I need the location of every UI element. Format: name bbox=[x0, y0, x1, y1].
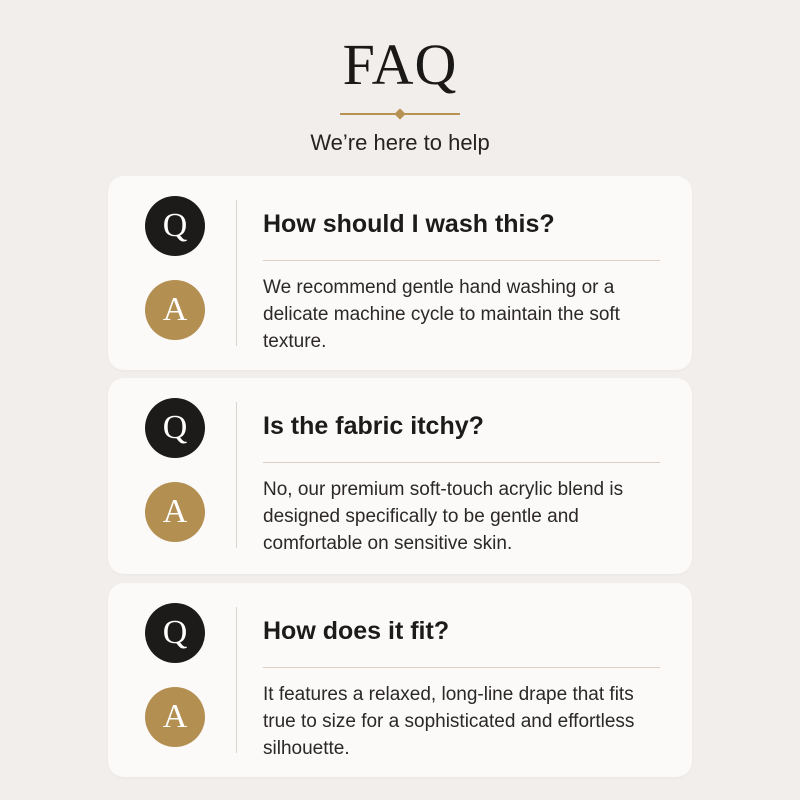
faq-card bbox=[108, 378, 692, 574]
answer-badge-icon: A bbox=[145, 280, 205, 340]
answer-badge-icon: A bbox=[145, 482, 205, 542]
faq-question: Is the fabric itchy? bbox=[263, 412, 484, 440]
faq-question: How does it fit? bbox=[263, 617, 450, 645]
page-subtitle: We’re here to help bbox=[310, 130, 490, 155]
answer-badge-icon: A bbox=[145, 687, 205, 747]
vertical-divider bbox=[236, 607, 237, 753]
question-divider bbox=[263, 462, 660, 463]
faq-header bbox=[0, 0, 800, 176]
question-badge-icon: Q bbox=[145, 398, 205, 458]
divider-diamond-icon bbox=[394, 108, 405, 119]
faq-card bbox=[108, 176, 692, 370]
page-title: FAQ bbox=[342, 32, 458, 97]
question-divider bbox=[263, 260, 660, 261]
faq-question: How should I wash this? bbox=[263, 210, 555, 238]
faq-answer: We recommend gentle hand washing or a delicate machine cycle to maintain the soft texture. bbox=[263, 277, 620, 352]
vertical-divider bbox=[236, 200, 237, 346]
question-badge-icon: Q bbox=[145, 196, 205, 256]
question-badge-icon: Q bbox=[145, 603, 205, 663]
faq-answer: No, our premium soft-touch acrylic blend is designed specifically to be gentle and comfortable on sensitive skin. bbox=[263, 479, 624, 554]
faq-answer: It features a relaxed, long-line drape that fits true to size for a sophisticated and effortless silhouette. bbox=[263, 684, 635, 759]
faq-card bbox=[108, 583, 692, 777]
question-divider bbox=[263, 667, 660, 668]
vertical-divider bbox=[236, 402, 237, 548]
